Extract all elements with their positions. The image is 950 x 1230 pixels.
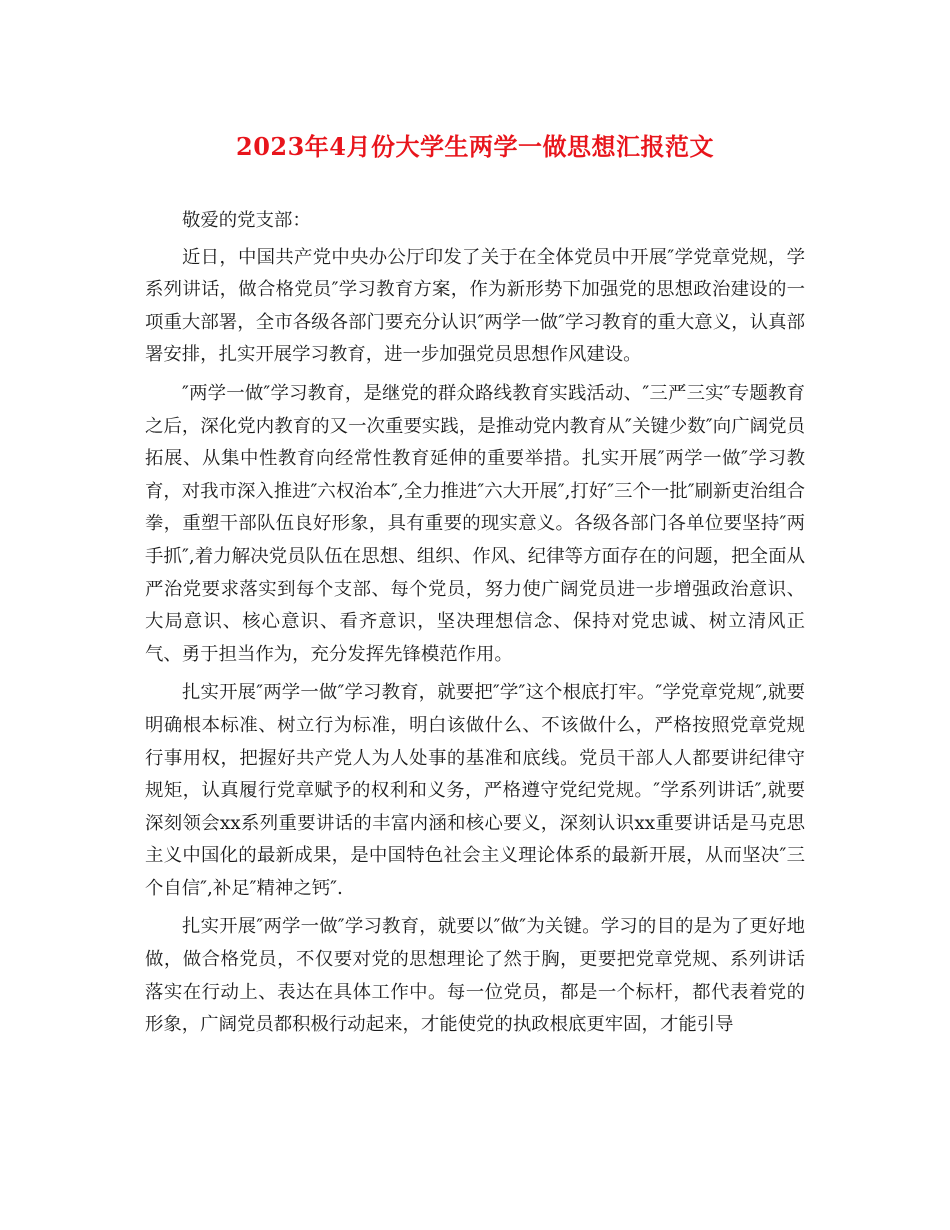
paragraph-4: 扎实开展″两学一做″学习教育，就要以″做″为关键。学习的目的是为了更好地做，做合格党员，不仅要对党的思想理论了然于胸，更要把党章党规、系列讲话落实在行动上、表达在具体工作中。每一位党员，都是一个标杆，都代表着党的形象，广阔党员都积极行动起来，才能使党的执政根底更牢固，才能引导 [145,916,805,1036]
paragraph-2: ″两学一做″学习教育，是继党的群众路线教育实践活动、″三严三实″专题教育之后，深化党内教育的又一次重要实践，是推动党内教育从″关键少数″向广阔党员拓展、从集中性教育向经常性教育延伸的重要举措。扎实开展″两学一做″学习教育，对我市深入推进″六权治本″,全力推进″六大开展″,打好″三个一批″刷新吏治组合拳，重塑干部队伍良好形象，具有重要的现实意义。各级各部门各单位要坚持″两手抓″,着力解决党员队伍在思想、组织、作风、纪律等方面存在的问题，把全面从严治党要求落实到每个支部、每个党员，努力使广阔党员进一步增强政治意识、大局意识、核心意识、看齐意识，坚决理想信念、保持对党忠诚、树立清风正气、勇于担当作为，充分发挥先锋模范作用。 [145,382,805,665]
salutation: 敬爱的党支部： [182,210,311,231]
document-body [145,205,805,1042]
paragraph-1: 近日，中国共产党中央办公厅印发了关于在全体党员中开展″学党章党规，学系列讲话，做合格党员″学习教育方案，作为新形势下加强党的思想政治建设的一项重大部署，全市各级各部门要充分认识″两学一做″学习教育的重大意义，认真部署安排，扎实开展学习教育，进一步加强党员思想作风建设。 [145,246,805,366]
document-title: 2023年4月份大学生两学一做思想汇报范文 [236,132,714,161]
paragraph-3: 扎实开展″两学一做″学习教育，就要把″学″这个根底打牢。″学党章党规″,就要明确根本标准、树立行为标准，明白该做什么、不该做什么，严格按照党章党规行事用权，把握好共产党人为人处事的基准和底线。党员干部人人都要讲纪律守规矩，认真履行党章赋予的权利和义务，严格遵守党纪党规。″学系列讲话″,就要深刻领会xx系列重要讲话的丰富内涵和核心要义，深刻认识xx重要讲话是马克思主义中国化的最新成果，是中国特色社会主义理论体系的最新开展，从而坚决″三个自信″,补足″精神之钙″. [145,682,805,899]
